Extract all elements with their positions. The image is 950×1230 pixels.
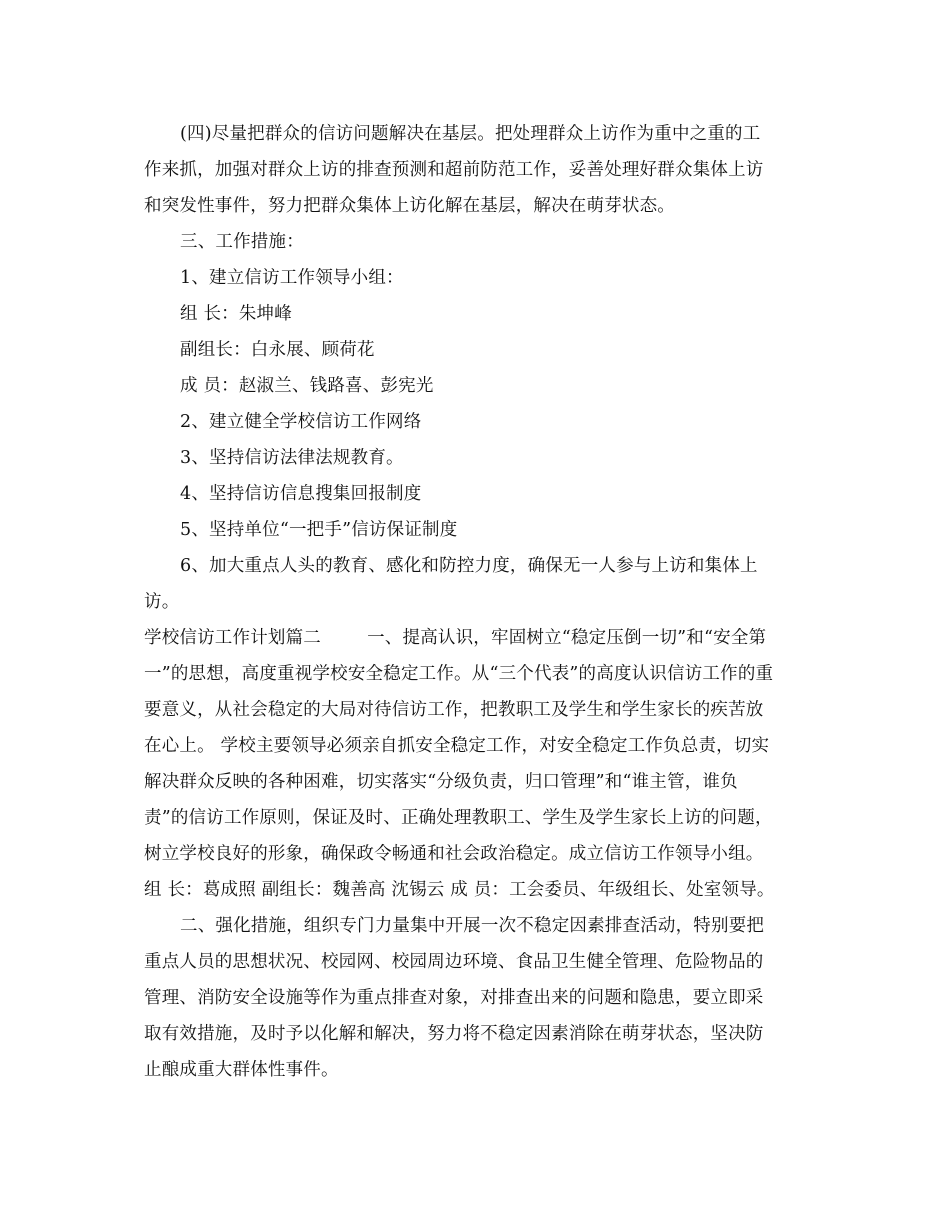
text-line: 管理、消防安全设施等作为重点排查对象，对排查出来的问题和隐患，要立即采 — [144, 988, 764, 1008]
text-line: 组 长：朱坤峰 — [180, 304, 292, 324]
text-line: 4、坚持信访信息搜集回报制度 — [180, 484, 422, 504]
text-line: 5、坚持单位“一把手”信访保证制度 — [180, 520, 458, 540]
text-line: 二、强化措施，组织专门力量集中开展一次不稳定因素排查活动，特别要把 — [180, 916, 765, 936]
text-line: 解决群众反映的各种困难，切实落实“分级负责，归口管理”和“谁主管，谁负 — [144, 772, 738, 792]
text-line: 三、工作措施： — [180, 232, 304, 252]
text-line: 止酿成重大群体性事件。 — [144, 1060, 339, 1080]
text-line: 责”的信访工作原则，保证及时、正确处理教职工、学生及学生家长上访的问题， — [144, 808, 773, 828]
text-line: 在心上。 学校主要领导必须亲自抓安全稳定工作，对安全稳定工作负总责，切实 — [144, 736, 770, 756]
text-line: 3、坚持信访法律法规教育。 — [180, 448, 404, 468]
text-line: 副组长：白永展、顾荷花 — [180, 340, 375, 360]
text-line: 作来抓，加强对群众上访的排查预测和超前防范工作，妥善处理好群众集体上访 — [144, 160, 764, 180]
text-line: 6、加大重点人头的教育、感化和防控力度，确保无一人参与上访和集体上 — [180, 556, 758, 576]
text-line: 重点人员的思想状况、校园网、校园周边环境、食品卫生健全管理、危险物品的 — [144, 952, 764, 972]
text-line: (四)尽量把群众的信访问题解决在基层。把处理群众上访作为重中之重的工 — [180, 124, 761, 144]
text-line: 一”的思想，高度重视学校安全稳定工作。从“三个代表”的高度认识信访工作的重 — [144, 664, 774, 684]
text-line: 访。 — [144, 592, 180, 612]
text-line: 要意义，从社会稳定的大局对待信访工作，把教职工及学生和学生家长的疾苦放 — [144, 700, 764, 720]
text-line: 1、建立信访工作领导小组： — [180, 268, 404, 288]
text-line: 成 员：赵淑兰、钱路喜、彭宪光 — [180, 376, 434, 396]
text-line: 取有效措施，及时予以化解和解决，努力将不稳定因素消除在萌芽状态，坚决防 — [144, 1024, 764, 1044]
text-line: 和突发性事件，努力把群众集体上访化解在基层，解决在萌芽状态。 — [144, 196, 675, 216]
text-line: 组 长：葛成照 副组长：魏善高 沈锡云 成 员：工会委员、年级组长、处室领导。 — [144, 880, 775, 900]
text-line: 树立学校良好的形象，确保政令畅通和社会政治稳定。成立信访工作领导小组。 — [144, 844, 764, 864]
text-line: 学校信访工作计划篇二 一、提高认识，牢固树立“稳定压倒一切”和“安全第 — [144, 628, 767, 648]
text-line: 2、建立健全学校信访工作网络 — [180, 412, 422, 432]
